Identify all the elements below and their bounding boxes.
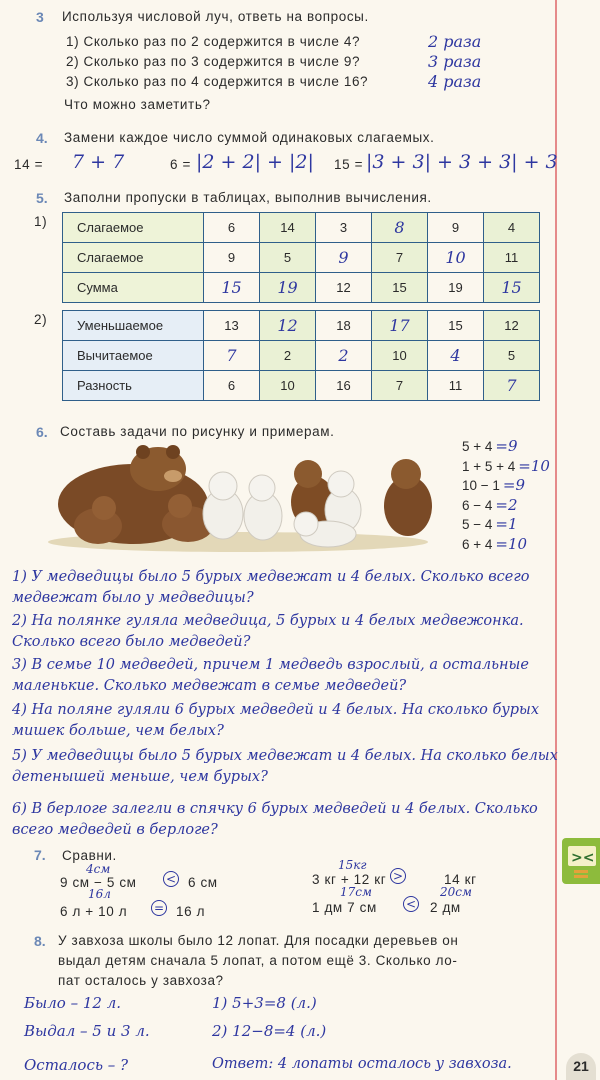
solution-step-2: 2) 12−8=4 (л.) — [212, 1022, 327, 1040]
exercise-3-number: 3 — [36, 9, 44, 25]
answer-2: 3 раза — [428, 52, 482, 71]
table-cell: 12 — [316, 273, 372, 303]
sum-6-label: 6 = — [170, 157, 191, 172]
exercise-3-title: Используя числовой луч, ответь на вопросы. — [62, 9, 369, 24]
exercise-5-number: 5. — [36, 190, 48, 206]
compare-2-right: 16 л — [176, 904, 206, 919]
table-row — [63, 273, 540, 303]
row-label: Разность — [63, 371, 204, 401]
story-line: детенышей меньше, чем бурых? — [12, 769, 268, 785]
story-4 — [12, 700, 539, 742]
table-cell: 6 — [204, 371, 260, 401]
table-1-label: 1) — [34, 214, 48, 229]
table-row — [63, 341, 540, 371]
compare-1-sign: < — [163, 871, 179, 887]
compare-1-note: 4см — [86, 862, 111, 876]
table-cell: 6 — [204, 213, 260, 243]
row-label: Слагаемое — [63, 243, 204, 273]
example-row — [462, 457, 550, 477]
example-expression: 5 − 4 — [462, 517, 493, 532]
compare-3-left: 3 кг + 12 кг — [312, 872, 387, 887]
question-2: 2) Сколько раз по 3 содержится в числе 9? — [66, 54, 361, 69]
exercise-7-number: 7. — [34, 847, 46, 863]
table-row — [63, 213, 540, 243]
page-number: 21 — [566, 1053, 596, 1080]
story-line: Сколько всего было медведей? — [12, 634, 251, 650]
table-cell: 9 — [428, 213, 484, 243]
bears-illustration — [38, 444, 443, 554]
question-1: 1) Сколько раз по 2 содержится в числе 4? — [66, 34, 361, 49]
example-expression: 5 + 4 — [462, 439, 493, 454]
compare-4-right: 2 дм — [430, 900, 461, 915]
story-line: 3) В семье 10 медведей, причем 1 медведь взрослый, а остальные — [12, 657, 529, 673]
example-expression: 6 + 4 — [462, 536, 493, 552]
handwritten-cell: 7 — [484, 371, 540, 401]
table-cell: 13 — [204, 311, 260, 341]
example-row — [462, 515, 550, 535]
sum-15-answer: |3 + 3| + 3 + 3| + 3 — [366, 151, 558, 173]
compare-1-left: 9 см − 5 см — [60, 875, 137, 890]
handwritten-cell: 8 — [372, 213, 428, 243]
story-5 — [12, 746, 558, 788]
table-cell: 11 — [428, 371, 484, 401]
table-row — [63, 243, 540, 273]
example-row — [462, 535, 550, 555]
example-answer: =10 — [518, 456, 550, 475]
example-row — [462, 476, 550, 496]
exercise-8-line-3: пат осталось у завхоза? — [58, 973, 224, 988]
question-3: 3) Сколько раз по 4 содержится в числе 16? — [66, 74, 369, 89]
compare-4-left: 1 дм 7 см — [312, 900, 377, 915]
compare-3-right: 14 кг — [444, 872, 477, 887]
handwritten-cell: 19 — [260, 273, 316, 303]
story-3 — [12, 655, 529, 697]
example-row — [462, 437, 550, 457]
compare-2-sign: = — [151, 900, 167, 916]
handwritten-cell: 4 — [428, 341, 484, 371]
compare-3-note: 15кг — [338, 858, 367, 872]
table-cell: 10 — [260, 371, 316, 401]
table-cell: 7 — [372, 371, 428, 401]
table-cell: 4 — [484, 213, 540, 243]
handwritten-cell: 12 — [260, 311, 316, 341]
condition-line-3: Осталось – ? — [24, 1056, 129, 1074]
handwritten-cell: 10 — [428, 243, 484, 273]
table-cell: 2 — [260, 341, 316, 371]
row-label: Вычитаемое — [63, 341, 204, 371]
handwritten-cell: 15 — [484, 273, 540, 303]
examples-list — [462, 437, 550, 554]
table-cell: 19 — [428, 273, 484, 303]
row-label: Уменьшаемое — [63, 311, 204, 341]
table-2-label: 2) — [34, 312, 48, 327]
table-cell: 7 — [372, 243, 428, 273]
exercise-8-line-1: У завхоза школы было 12 лопат. Для посадки деревьев он — [58, 933, 459, 948]
example-answer: =1 — [495, 515, 518, 533]
subtraction-table — [62, 310, 540, 401]
table-cell: 12 — [484, 311, 540, 341]
addition-table — [62, 212, 540, 303]
exercise-3-note: Что можно заметить? — [64, 97, 211, 112]
compare-signs-icon — [562, 838, 600, 884]
answer-3: 4 раза — [428, 72, 482, 91]
story-line: 5) У медведицы было 5 бурых медвежат и 4 белых. На сколько белых — [12, 748, 558, 764]
condition-line-2: Выдал – 5 и 3 л. — [24, 1022, 150, 1040]
table-cell: 3 — [316, 213, 372, 243]
table-cell: 11 — [484, 243, 540, 273]
exercise-7-title: Сравни. — [62, 848, 117, 863]
condition-line-1: Было – 12 л. — [24, 994, 122, 1012]
table-cell: 16 — [316, 371, 372, 401]
story-line: медвежат было у медведицы? — [12, 590, 254, 606]
story-line: всего медведей в берлоге? — [12, 822, 218, 838]
exercise-6-title: Составь задачи по рисунку и примерам. — [60, 424, 335, 439]
example-row — [462, 496, 550, 516]
compare-signs-badge — [562, 838, 600, 884]
table-cell: 10 — [372, 341, 428, 371]
example-answer: =10 — [495, 534, 528, 553]
table-cell: 18 — [316, 311, 372, 341]
exercise-8-number: 8. — [34, 933, 46, 949]
table-row — [63, 371, 540, 401]
story-line: 6) В берлоге залегли в спячку 6 бурых медведей и 4 белых. Сколько — [12, 801, 538, 817]
exercise-4-number: 4. — [36, 130, 48, 146]
compare-2-note: 16л — [88, 887, 111, 901]
handwritten-cell: 15 — [204, 273, 260, 303]
story-line: маленькие. Сколько медвежат в семье медведей? — [12, 678, 407, 694]
table-cell: 5 — [260, 243, 316, 273]
compare-3-sign: > — [390, 868, 406, 884]
row-label: Сумма — [63, 273, 204, 303]
exercise-8-line-2: выдал детям сначала 5 лопат, а потом ещё 3. Сколько ло- — [58, 953, 458, 968]
story-1 — [12, 567, 529, 609]
compare-4-sign: < — [403, 896, 419, 912]
sum-14-label: 14 = — [14, 157, 44, 172]
story-line: 2) На полянке гуляла медведица, 5 бурых и 4 белых медвежонка. — [12, 613, 524, 629]
example-answer: =9 — [502, 476, 526, 494]
example-answer: =9 — [495, 437, 518, 455]
svg-text:><: >< — [571, 850, 595, 866]
sum-15-label: 15 = — [334, 157, 364, 172]
story-6 — [12, 799, 538, 841]
example-expression: 1 + 5 + 4 — [462, 458, 516, 474]
story-line: 4) На поляне гуляли 6 бурых медведей и 4 белых. На сколько бурых — [12, 702, 540, 718]
answer-1: 2 раза — [428, 32, 482, 51]
example-expression: 6 − 4 — [462, 497, 493, 513]
exercise-5-title: Заполни пропуски в таблицах, выполнив вычисления. — [64, 190, 432, 205]
table-cell: 9 — [204, 243, 260, 273]
row-label: Слагаемое — [63, 213, 204, 243]
sum-6-answer: |2 + 2| + |2| — [196, 151, 314, 173]
compare-2-left: 6 л + 10 л — [60, 904, 128, 919]
exercise-6-number: 6. — [36, 424, 48, 440]
story-2 — [12, 611, 524, 653]
story-line: мишек больше, чем белых? — [12, 723, 224, 739]
compare-1-right: 6 см — [188, 875, 218, 890]
handwritten-cell: 17 — [372, 311, 428, 341]
handwritten-cell: 9 — [316, 243, 372, 273]
table-cell: 14 — [260, 213, 316, 243]
solution-step-1: 1) 5+3=8 (л.) — [212, 994, 317, 1012]
compare-4-note: 17см — [340, 885, 372, 899]
table-cell: 5 — [484, 341, 540, 371]
handwritten-cell: 7 — [204, 341, 260, 371]
compare-4-note-2: 20см — [440, 885, 472, 899]
example-expression: 10 − 1 — [462, 478, 500, 493]
exercise-4-title: Замени каждое число суммой одинаковых слагаемых. — [64, 130, 435, 145]
solution-answer: Ответ: 4 лопаты осталось у завхоза. — [212, 1056, 512, 1072]
sum-14-answer: 7 + 7 — [72, 151, 125, 173]
table-row — [63, 311, 540, 341]
table-cell: 15 — [428, 311, 484, 341]
story-line: 1) У медведицы было 5 бурых медвежат и 4 белых. Сколько всего — [12, 569, 530, 585]
handwritten-cell: 2 — [316, 341, 372, 371]
table-cell: 15 — [372, 273, 428, 303]
example-answer: =2 — [495, 495, 518, 514]
